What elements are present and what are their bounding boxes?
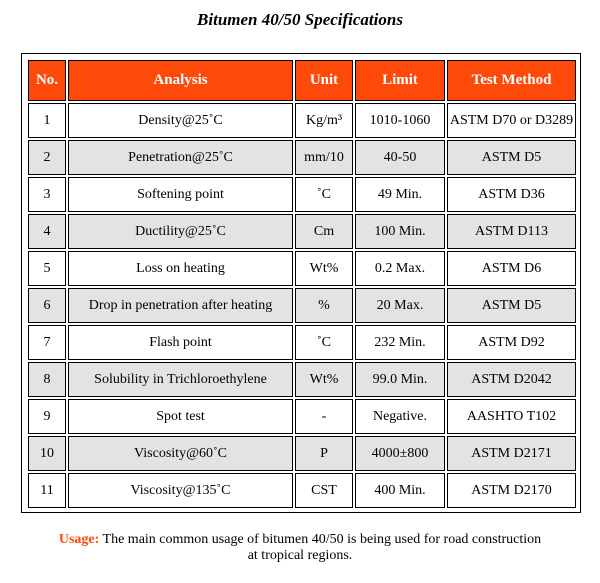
row-number: 4 (28, 214, 66, 249)
table-row (28, 325, 576, 360)
unit-cell: mm/10 (295, 140, 353, 175)
usage-text-line1: The main common usage of bitumen 40/50 is being used for road construction (99, 532, 542, 547)
limit-cell: Negative. (355, 399, 445, 434)
usage-text-line2: at tropical regions. (247, 548, 353, 563)
test-method-cell: ASTM D2171 (447, 436, 576, 471)
analysis-cell: Flash point (68, 325, 293, 360)
test-method-cell: ASTM D2042 (447, 362, 576, 397)
analysis-cell: Ductility@25˚C (68, 214, 293, 249)
test-method-cell: ASTM D6 (447, 251, 576, 286)
limit-cell: 99.0 Min. (355, 362, 445, 397)
limit-cell: 40-50 (355, 140, 445, 175)
row-number: 6 (28, 288, 66, 323)
usage-label: Usage: (58, 532, 100, 547)
test-method-cell: ASTM D70 or D3289 (447, 103, 576, 138)
limit-cell: 1010-1060 (355, 103, 445, 138)
unit-cell: Wt% (295, 362, 353, 397)
test-method-cell: ASTM D36 (447, 177, 576, 212)
limit-cell: 4000±800 (355, 436, 445, 471)
table-row (28, 436, 576, 471)
row-number: 5 (28, 251, 66, 286)
usage-note (0, 532, 600, 564)
analysis-cell: Softening point (68, 177, 293, 212)
unit-cell: Wt% (295, 251, 353, 286)
limit-cell: 100 Min. (355, 214, 445, 249)
table-row (28, 177, 576, 212)
table-body (28, 103, 576, 508)
analysis-cell: Loss on heating (68, 251, 293, 286)
unit-cell: Kg/m³ (295, 103, 353, 138)
analysis-cell: Drop in penetration after heating (68, 288, 293, 323)
table-row (28, 473, 576, 508)
unit-cell: ˚C (295, 177, 353, 212)
row-number: 1 (28, 103, 66, 138)
row-number: 8 (28, 362, 66, 397)
header-test-method: Test Method (447, 60, 576, 101)
row-number: 10 (28, 436, 66, 471)
analysis-cell: Penetration@25˚C (68, 140, 293, 175)
unit-cell: CST (295, 473, 353, 508)
spec-table (26, 58, 578, 510)
test-method-cell: ASTM D113 (447, 214, 576, 249)
unit-cell: ˚C (295, 325, 353, 360)
analysis-cell: Density@25˚C (68, 103, 293, 138)
limit-cell: 232 Min. (355, 325, 445, 360)
row-number: 11 (28, 473, 66, 508)
limit-cell: 20 Max. (355, 288, 445, 323)
test-method-cell: ASTM D92 (447, 325, 576, 360)
analysis-cell: Viscosity@60˚C (68, 436, 293, 471)
header-unit: Unit (295, 60, 353, 101)
unit-cell: % (295, 288, 353, 323)
unit-cell: - (295, 399, 353, 434)
page-title: Bitumen 40/50 Specifications (197, 10, 403, 29)
limit-cell: 49 Min. (355, 177, 445, 212)
unit-cell: Cm (295, 214, 353, 249)
table-row (28, 399, 576, 434)
table-row (28, 362, 576, 397)
header-analysis: Analysis (68, 60, 293, 101)
test-method-cell: ASTM D2170 (447, 473, 576, 508)
row-number: 3 (28, 177, 66, 212)
limit-cell: 0.2 Max. (355, 251, 445, 286)
unit-cell: P (295, 436, 353, 471)
limit-cell: 400 Min. (355, 473, 445, 508)
analysis-cell: Spot test (68, 399, 293, 434)
table-row (28, 140, 576, 175)
row-number: 9 (28, 399, 66, 434)
table-row (28, 214, 576, 249)
row-number: 7 (28, 325, 66, 360)
test-method-cell: ASTM D5 (447, 288, 576, 323)
table-row (28, 251, 576, 286)
table-row (28, 288, 576, 323)
header-limit: Limit (355, 60, 445, 101)
test-method-cell: AASHTO T102 (447, 399, 576, 434)
analysis-cell: Solubility in Trichloroethylene (68, 362, 293, 397)
table-header-row (28, 60, 576, 101)
analysis-cell: Viscosity@135˚C (68, 473, 293, 508)
table-row (28, 103, 576, 138)
header-no: No. (28, 60, 66, 101)
test-method-cell: ASTM D5 (447, 140, 576, 175)
row-number: 2 (28, 140, 66, 175)
